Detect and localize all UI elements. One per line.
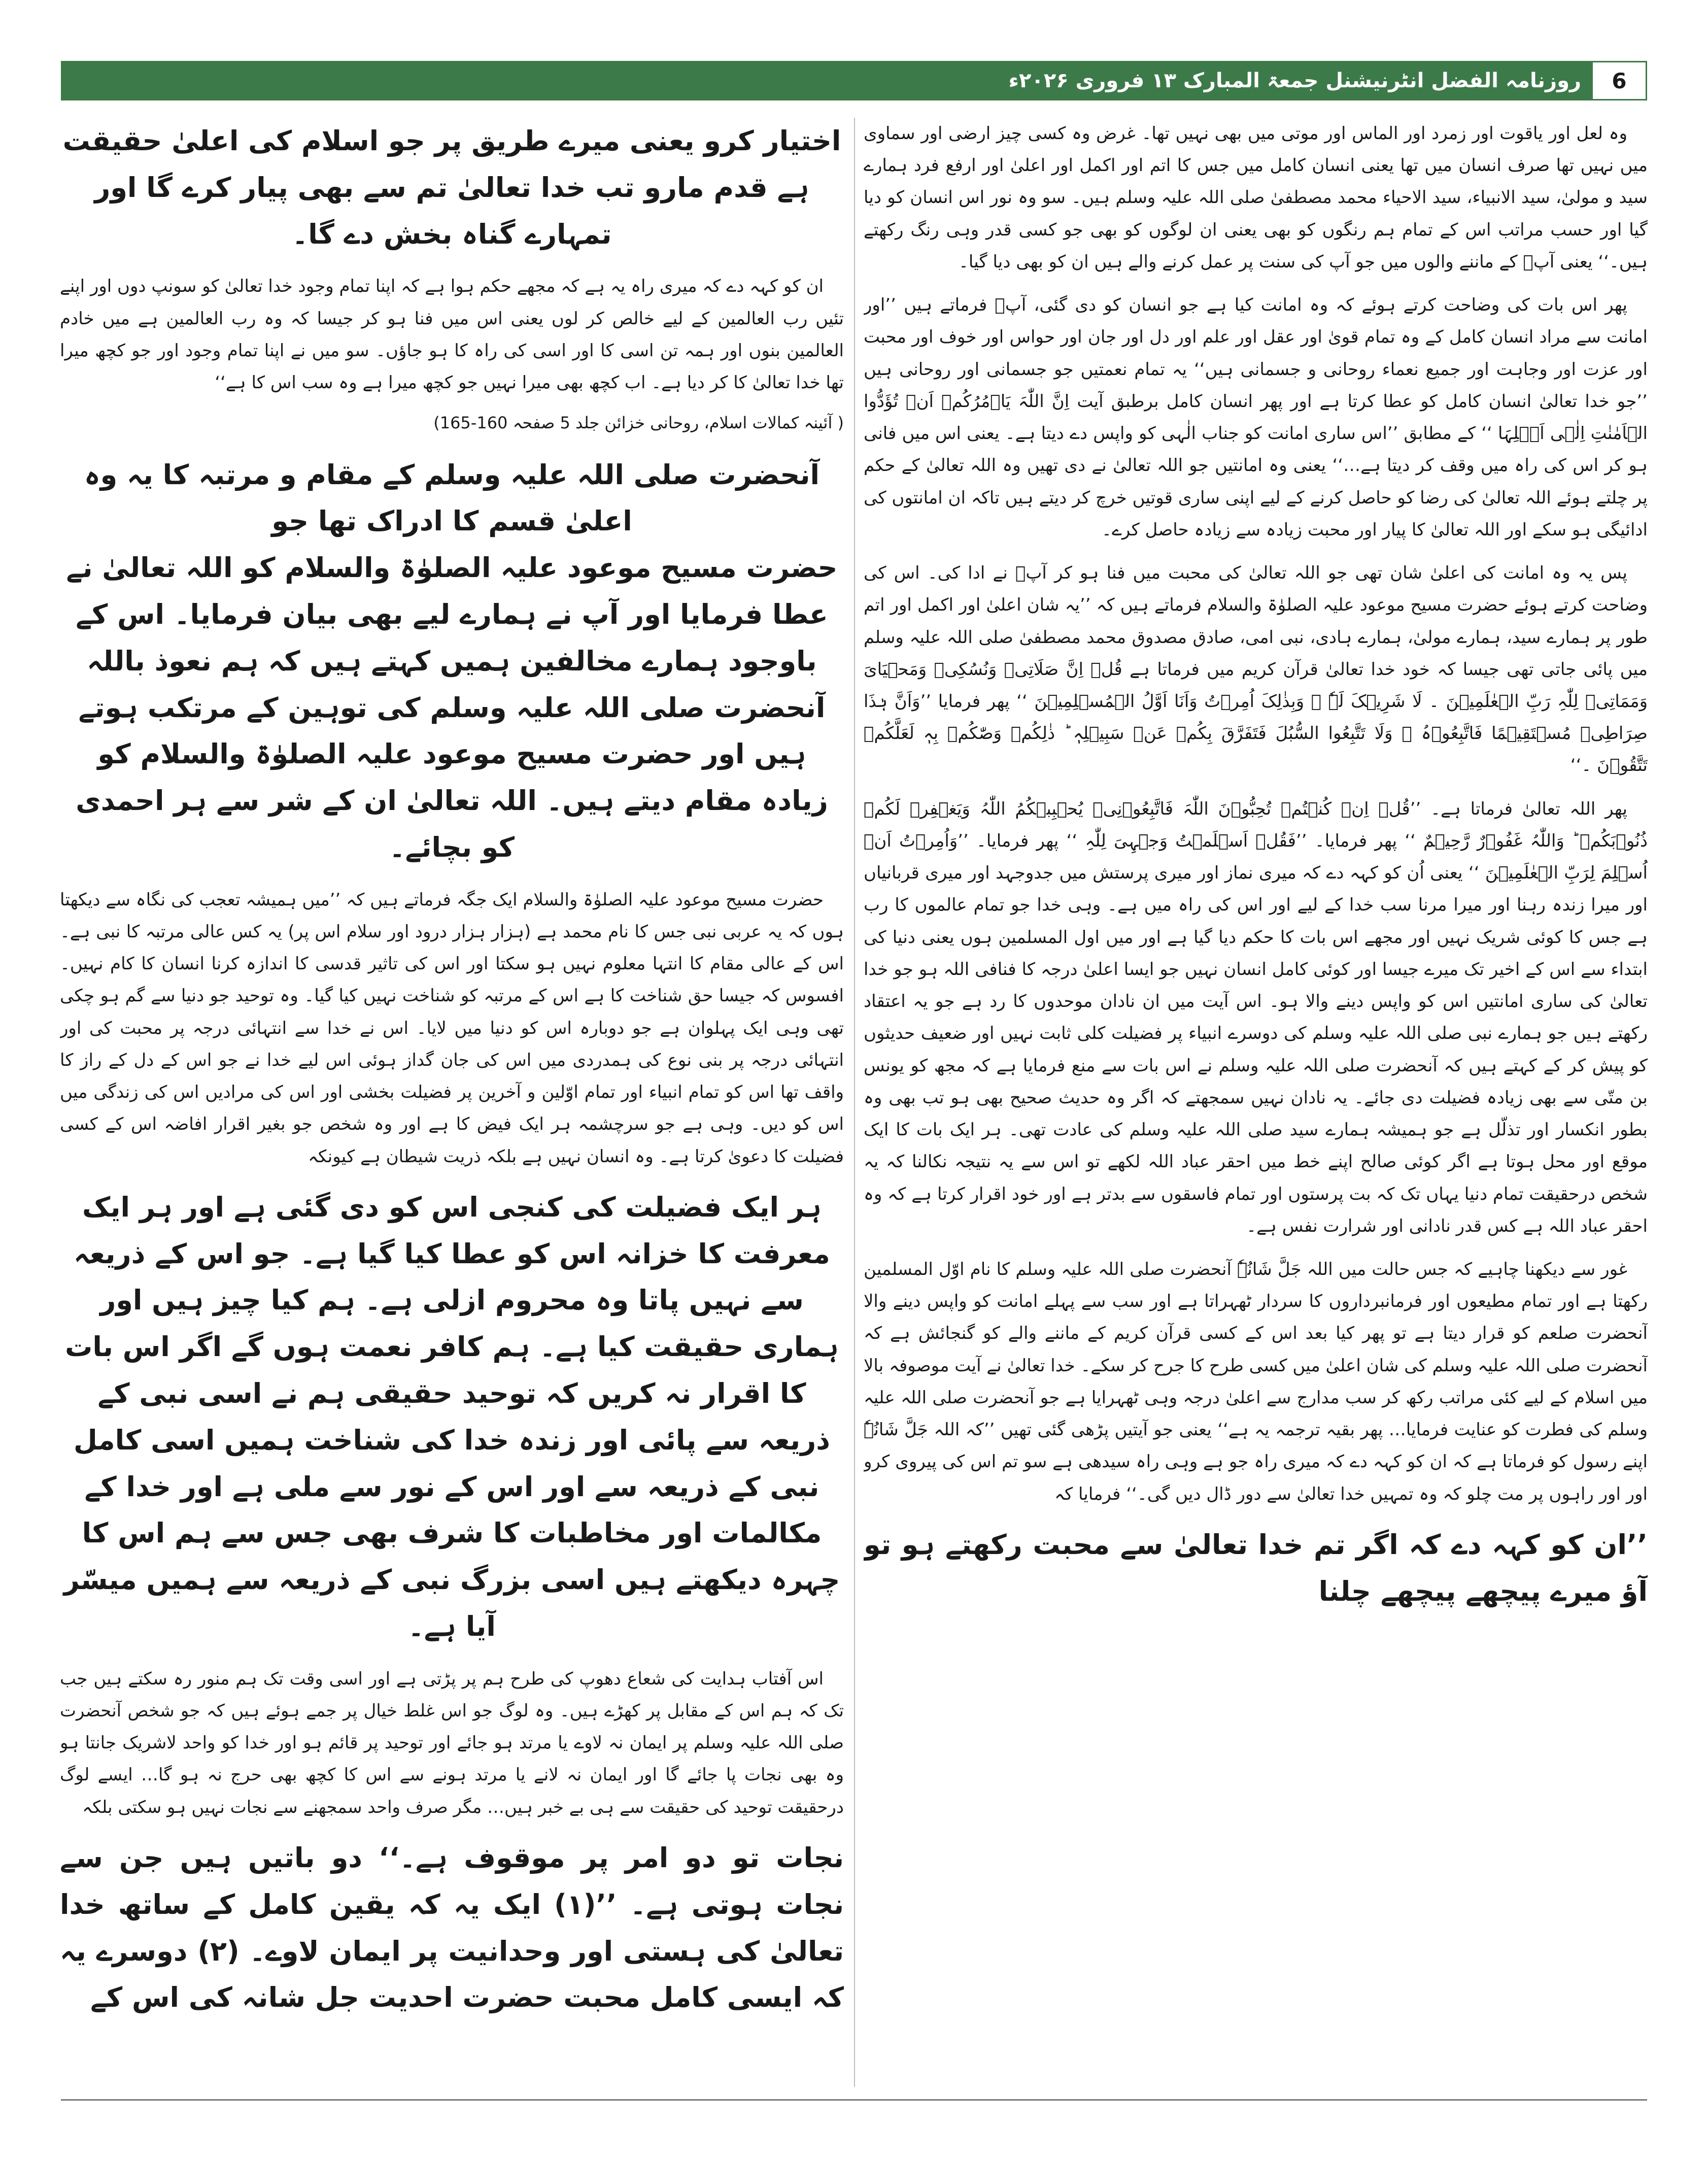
paragraph: حضرت مسیح موعود علیہ الصلوٰۃ والسلام ایک جگہ فرماتے ہیں کہ ’’میں ہمیشہ تعجب کی نگاہ سے دیکھتا ہوں کہ یہ عربی نبی جس کا نام محمد ہے (ہزار ہزار درود اور سلام اس پر) یہ کس عالی مرتبہ کا نبی ہے۔ اس کے عالی مقام کا انتہا معلوم نہیں ہو سکتا اور اس کی تاثیر قدسی کا اندازہ کرنا انسان کا کام نہیں۔ افسوس کہ جیسا حق شناخت کا ہے اس کے مرتبہ کو شناخت نہیں کیا گیا۔ وہ توحید جو دنیا سے گم ہو چکی تھی وہی ایک پہلوان ہے جو دوبارہ اس کو دنیا میں لایا۔ اس نے خدا سے انتہائی درجہ پر محبت کی اور انتہائی درجہ پر بنی نوع کی ہمدردی میں اس کی جان گداز ہوئی اس لیے خدا نے جو اس کے دل کے راز کا واقف تھا اس کو تمام انبیاء اور تمام اوّلین و آخرین پر فضیلت بخشی اور اس کی مرادیں اس کی زندگی میں اس کو دیں۔ وہی ہے جو سرچشمہ ہر ایک فیض کا ہے اور وہ شخص جو بغیر اقرار افاضہ اس کے کسی فضیلت کا دعویٰ کرتا ہے۔ وہ انسان نہیں ہے بلکہ ذریت شیطان ہے کیونکہ: [60, 889, 844, 1167]
page-number: 6: [1591, 61, 1647, 100]
heading-line: حضرت مسیح موعود علیہ الصلوٰۃ والسلام کو اللہ تعالیٰ نے عطا فرمایا اور آپ نے ہمارے لیے بھی بیان فرمایا۔ اس کے باوجود ہمارے مخالفین ہمیں کہتے ہیں کہ ہم نعوذ باللہ آنحضرت صلی اللہ علیہ وسلم کی توہین کے مرتکب ہوتے ہیں اور حضرت مسیح موعود علیہ الصلوٰۃ والسلام کو زیادہ مقام دیتے ہیں۔ اللہ تعالیٰ ان کے شر سے ہر احمدی کو بچائے۔: [66, 552, 838, 863]
paragraph: غور سے دیکھنا چاہیے کہ جس حالت میں اللہ جَلَّ شَانُہٗ آنحضرت صلی اللہ علیہ وسلم کا نام اوّل المسلمین رکھتا ہے اور تمام مطیعوں اور فرمانبرداروں کا سردار ٹھہراتا ہے اور سب سے پہلے امانت کو واپس دینے والا آنحضرت صلعم کو قرار دیتا ہے تو پھر کیا بعد اس کے کسی قرآن کریم کے ماننے والے کو گنجائش ہے کہ آنحضرت صلی اللہ علیہ وسلم کی شان اعلیٰ میں کسی طرح کا جرح کر سکے۔ خدا تعالیٰ نے آیت موصوفہ بالا میں اسلام کے لیے کئی مراتب رکھ کر سب مدارج سے اعلیٰ درجہ وہی ٹھہرایا ہے جو آنحضرت صلی اللہ علیہ وسلم کی فطرت کو عنایت فرمایا… پھر بقیہ ترجمہ یہ ہے‘‘ یعنی جو آیتیں پڑھی گئی تھیں ’’کہ اللہ جَلَّ شَانُہٗ اپنے رسول کو فرماتا ہے کہ ان کو کہہ دے کہ میری راہ جو ہے وہی راہ سیدھی ہے سو تم اس کی پیروی کرو اور اور راہوں پر مت چلو کہ وہ تمہیں خدا تعالیٰ سے دور ڈال دیں گی۔‘‘ فرمایا کہ: [864, 1259, 1648, 1504]
page-header: [61, 61, 1647, 100]
paragraph: وہ لعل اور یاقوت اور زمرد اور الماس اور موتی میں بھی نہیں تھا۔ غرض وہ کسی چیز ارضی اور سماوی میں نہیں تھا صرف انسان میں تھا یعنی انسان کامل میں جس کا اتم اور اکمل اور اعلیٰ اور ارفع فرد ہمارے سید و مولیٰ، سید الانبیاء، سید الاحیاء محمد مصطفیٰ صلی اللہ علیہ وسلم ہیں۔ سو وہ نور اس انسان کو دیا گیا اور حسب مراتب اس کے تمام ہم رنگوں کو بھی یعنی ان لوگوں کو بھی جو کسی قدر وہی رنگ رکھتے ہیں۔‘‘ یعنی آپؐ کے ماننے والوں میں جو آپ کی سنت پر عمل کرنے والے ہیں ان کو بھی دیا گیا۔: [864, 123, 1648, 272]
column-divider: [854, 118, 855, 2087]
highlighted-quote: ہر ایک فضیلت کی کنجی اس کو دی گئی ہے اور ہر ایک معرفت کا خزانہ اس کو عطا کیا گیا ہے۔ جو اس کے ذریعہ سے نہیں پاتا وہ محروم ازلی ہے۔ ہم کیا چیز ہیں اور ہماری حقیقت کیا ہے۔ ہم کافر نعمت ہوں گے اگر اس بات کا اقرار نہ کریں کہ توحید حقیقی ہم نے اسی نبی کے ذریعہ سے پائی اور زندہ خدا کی شناخت ہمیں اسی کامل نبی کے ذریعہ سے اور اس کے نور سے ملی ہے اور خدا کے مکالمات اور مخاطبات کا شرف بھی جس سے ہم اس کا چہرہ دیکھتے ہیں اسی بزرگ نبی کے ذریعہ سے ہمیں میسّر آیا ہے۔: [63, 1191, 840, 1642]
paragraph: پھر اللہ تعالیٰ فرماتا ہے۔ ’’قُلۡ اِنۡ کُنۡتُمۡ تُحِبُّوۡنَ اللّٰہَ فَاتَّبِعُوۡنِیۡ یُحۡبِبۡکُمُ اللّٰہُ وَیَغۡفِرۡ لَکُمۡ ذُنُوۡبَکُمۡ ؕ وَاللّٰہُ غَفُوۡرٌ رَّحِیۡمٌ ‘‘ پھر فرمایا۔ ’’فَقُلۡ اَسۡلَمۡتُ وَجۡہِیَ لِلّٰہِ ‘‘ پھر فرمایا۔ ’’وَاُمِرۡتُ اَنۡ اُسۡلِمَ لِرَبِّ الۡعٰلَمِیۡنَ ‘‘ یعنی اُن کو کہہ دے کہ میری نماز اور میری پرستش میں جدوجہد اور میری قربانیاں اور میرا زندہ رہنا اور میرا مرنا سب خدا کے لیے اور اس کی راہ میں ہے۔ وہی خدا جو تمام عالموں کا رب ہے جس کا کوئی شریک نہیں اور مجھے اس بات کا حکم دیا گیا ہے اور میں اول المسلمین ہوں یعنی دنیا کی ابتداء سے اس کے اخیر تک میرے جیسا اور کوئی کامل انسان نہیں جو ایسا اعلیٰ درجہ کا فنافی اللہ ہو جو خدا تعالیٰ کی ساری امانتیں اس کو واپس دینے والا ہو۔ اس آیت میں ان نادان موحدوں کا رد ہے جو یہ اعتقاد رکھتے ہیں جو ہمارے نبی صلی اللہ علیہ وسلم کی دوسرے انبیاء پر فضیلت کلی ثابت نہیں اور ضعیف حدیثوں کو پیش کر کے کہتے ہیں کہ آنحضرت صلی اللہ علیہ وسلم نے اس بات سے منع فرمایا ہے کہ مجھ کو یونس بن متّی سے بھی زیادہ فضیلت دی جائے۔ یہ نادان نہیں سمجھتے کہ اگر وہ حدیث صحیح بھی ہو تب بھی وہ بطور انکسار اور تذلّل ہے جو ہمیشہ ہمارے سید صلی اللہ علیہ وسلم کی عادت تھی۔ ہر ایک بات کا ایک موقع اور محل ہوتا ہے اگر کوئی صالح اپنے خط میں احقر عباد اللہ لکھے تو اس سے یہ نتیجہ نکالنا کہ یہ شخص درحقیقت تمام دنیا یہاں تک کہ بت پرستوں اور تمام فاسقوں سے بدتر ہے اور خود اقرار کرتا ہے کہ وہ احقر عباد اللہ ہے کس قدر نادانی اور شرارت نفس ہے۔: [864, 798, 1648, 1236]
highlighted-quote: ’’ان کو کہہ دے کہ اگر تم خدا تعالیٰ سے محبت رکھتے ہو تو آؤ میرے پیچھے پیچھے چلنا: [864, 1528, 1648, 1607]
paragraph: اس آفتاب ہدایت کی شعاع دھوپ کی طرح ہم پر پڑتی ہے اور اسی وقت تک ہم منور رہ سکتے ہیں جب تک کہ ہم اس کے مقابل پر کھڑے ہیں۔ وہ لوگ جو اس غلط خیال پر جمے ہوئے ہیں کہ جو شخص آنحضرت صلی اللہ علیہ وسلم پر ایمان نہ لاوے یا مرتد ہو جائے اور توحید پر قائم ہو اور خدا کو واحد لاشریک جانتا ہو وہ بھی نجات پا جائے گا اور ایمان نہ لانے یا مرتد ہونے سے اس کا کچھ بھی حرج نہ ہو گا… ایسے لوگ درحقیقت توحید کی حقیقت سے ہی بے خبر ہیں… مگر صرف واحد سمجھنے سے نجات نہیں ہو سکتی بلکہ: [60, 1668, 844, 1817]
paragraph: ان کو کہہ دے کہ میری راہ یہ ہے کہ مجھے حکم ہوا ہے کہ اپنا تمام وجود خدا تعالیٰ کو سونپ دوں اور اپنے تئیں رب العالمین کے لیے خالص کر لوں یعنی اس میں فنا ہو کر جیسا کہ وہ رب العالمین ہے میں خادم العالمین بنوں اور ہمہ تن اسی کا اور اسی کی راہ کا ہو جاؤں۔ سو میں نے اپنا تمام وجود اور جو کچھ میرا تھا خدا تعالیٰ کا کر دیا ہے۔ اب کچھ بھی میرا نہیں جو کچھ میرا ہے وہ سب اس کا ہے‘‘: [60, 276, 844, 393]
newspaper-title: روزنامہ الفضل انٹرنیشنل جمعۃ المبارک ۱۳ فروری ۲۰۲۶ء: [1008, 69, 1581, 92]
footer-rule: [61, 2099, 1647, 2101]
heading-line: آنحضرت صلی اللہ علیہ وسلم کے مقام و مرتبہ کا یہ وہ اعلیٰ قسم کا ادراک تھا جو: [84, 458, 820, 537]
left-column: [60, 118, 844, 2087]
reference-citation: ( آئینہ کمالات اسلام، روحانی خزائن جلد 5 صفحہ 160-165): [433, 413, 844, 433]
paragraph: پس یہ وہ امانت کی اعلیٰ شان تھی جو اللہ تعالیٰ کی محبت میں فنا ہو کر آپؐ نے ادا کی۔ اس کی وضاحت کرتے ہوئے حضرت مسیح موعود علیہ الصلوٰۃ والسلام فرماتے ہیں کہ ’’یہ شان اعلیٰ اور اکمل اور اتم طور پر ہمارے سید، ہمارے مولیٰ، ہمارے ہادی، نبی امی، صادق مصدوق محمد مصطفیٰ صلی اللہ علیہ وسلم میں پائی جاتی تھی جیسا کہ خود خدا تعالیٰ قرآن کریم میں فرماتا ہے قُلۡ اِنَّ صَلَاتِیۡ وَنُسُکِیۡ وَمَحۡیَایَ وَمَمَاتِیۡ لِلّٰہِ رَبِّ الۡعٰلَمِیۡنَ ۔ لَا شَرِیۡکَ لَہٗ ۚ وَبِذٰلِکَ اُمِرۡتُ وَاَنَا اَوَّلُ الۡمُسۡلِمِیۡنَ ‘‘ پھر فرمایا ’’وَاَنَّ ہٰذَا صِرَاطِیۡ مُسۡتَقِیۡمًا فَاتَّبِعُوۡہُ ۚ وَلَا تَتَّبِعُوا السُّبُلَ فَتَفَرَّقَ بِکُمۡ عَنۡ سَبِیۡلِہٖ ؕ ذٰلِکُمۡ وَصّٰکُمۡ بِہٖ لَعَلَّکُمۡ تَتَّقُوۡنَ ۔‘‘: [864, 563, 1648, 776]
highlighted-quote: نجات تو دو امر پر موقوف ہے۔‘‘ دو باتیں ہیں جن سے نجات ہوتی ہے۔ ’’(۱) ایک یہ کہ یقین کامل کے ساتھ خدا تعالیٰ کی ہستی اور وحدانیت پر ایمان لاوے۔ (۲) دوسرے یہ کہ ایسی کامل محبت حضرت احدیت جل شانہ کی اس کے: [60, 1841, 844, 2014]
right-column: [864, 118, 1648, 2087]
paragraph: پھر اس بات کی وضاحت کرتے ہوئے کہ وہ امانت کیا ہے جو انسان کو دی گئی، آپؑ فرماتے ہیں ’’اور امانت سے مراد انسان کامل کے وہ تمام قویٰ اور عقل اور علم اور دل اور جان اور حواس اور خوف اور محبت اور عزت اور وجاہت اور جمیع نعماء روحانی و جسمانی ہیں‘‘ یہ تمام نعمتیں جو جسمانی اور روحانی ہیں ’’جو خدا تعالیٰ انسان کامل کو عطا کرتا ہے اور پھر انسان کامل برطبق آیت اِنَّ اللّٰہَ یَاۡمُرُکُمۡ اَنۡ تُؤَدُّوا الۡاَمٰنٰتِ اِلٰۤی اَہۡلِہَا ‘‘ کے مطابق ’’اس ساری امانت کو جناب الٰہی کو واپس دے دیتا ہے۔ یعنی اس میں فانی ہو کر اس کی راہ میں وقف کر دیتا ہے…‘‘ یعنی وہ امانتیں جو اللہ تعالیٰ نے دی تھیں وہ اللہ تعالیٰ کے حکم پر چلتے ہوئے اللہ تعالیٰ کی رضا کو حاصل کرنے کے لیے اپنی ساری قوتیں خرچ کر دیتے ہیں تاکہ ان امانتوں کی ادائیگی ہو سکے اور اللہ تعالیٰ کا پیار اور محبت زیادہ سے زیادہ حاصل کرے۔: [864, 295, 1648, 540]
highlighted-heading: [60, 452, 844, 871]
highlighted-quote: اختیار کرو یعنی میرے طریق پر جو اسلام کی اعلیٰ حقیقت ہے قدم مارو تب خدا تعالیٰ تم سے بھی پیار کرے گا اور تمہارے گناہ بخش دے گا۔: [62, 125, 841, 250]
